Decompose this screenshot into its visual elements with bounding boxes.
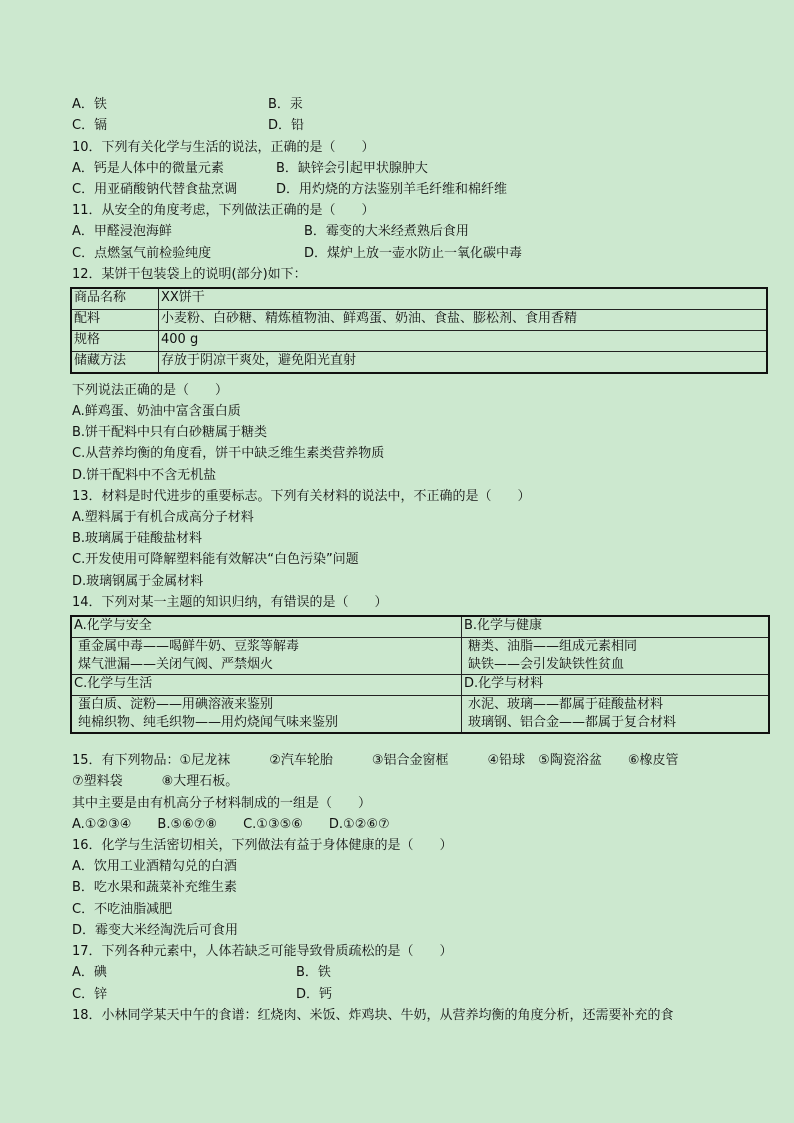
- q13-option-a: A.塑料属于有机合成高分子材料: [72, 510, 254, 525]
- q11-option-c: C．点燃氢气前检验纯度: [72, 246, 212, 261]
- q14-d-item-2: 玻璃钢、铝合金——都属于复合材料: [468, 715, 677, 730]
- q13-option-d: D.玻璃钢属于金属材料: [72, 574, 204, 589]
- q14-c-item-1: 蛋白质、淀粉——用碘溶液来鉴别: [78, 697, 274, 712]
- table-cell: 储藏方法: [71, 352, 159, 374]
- table-row: [71, 331, 767, 352]
- table-cell: 规格: [71, 331, 159, 352]
- q14-c-item-2: 纯棉织物、纯毛织物——用灼烧闻气味来鉴别: [78, 715, 339, 730]
- q14-c-items: [71, 696, 462, 734]
- table-cell: 商品名称: [71, 288, 159, 310]
- q17-option-b: B．铁: [296, 965, 331, 980]
- table-row: [71, 675, 769, 696]
- q13-stem: 13．材料是时代进步的重要标志。下列有关材料的说法中，不正确的是（ ）: [72, 489, 531, 504]
- q14-c-title: C.化学与生活: [71, 675, 462, 696]
- q12-option-c: C.从营养均衡的角度看，饼干中缺乏维生素类营养物质: [72, 446, 385, 461]
- q9-option-a: A．铁: [72, 97, 107, 112]
- table-row: [71, 616, 769, 638]
- q16-option-b: B．吃水果和蔬菜补充维生素: [72, 880, 237, 895]
- q14-a-item-1: 重金属中毒——喝鲜牛奶、豆浆等解毒: [78, 639, 300, 654]
- q14-d-item-1: 水泥、玻璃——都属于硅酸盐材料: [468, 697, 664, 712]
- table-row: [71, 310, 767, 331]
- knowledge-summary-table: [70, 615, 770, 734]
- q12-option-d: D.饼干配料中不含无机盐: [72, 468, 217, 483]
- q17-option-a: A．碘: [72, 965, 107, 980]
- q16-option-c: C．不吃油脂减肥: [72, 902, 173, 917]
- table-cell: 小麦粉、白砂糖、精炼植物油、鲜鸡蛋、奶油、食盐、膨松剂、食用香精: [159, 310, 768, 331]
- table-cell: 400 g: [159, 331, 768, 352]
- q10-option-a: A．钙是人体中的微量元素: [72, 161, 224, 176]
- q15-line-2: ⑦塑料袋 ⑧大理石板。: [72, 774, 239, 789]
- q14-b-item-2: 缺铁——会引发缺铁性贫血: [468, 657, 625, 672]
- table-cell: 存放于阴凉干爽处，避免阳光直射: [159, 352, 768, 374]
- q16-option-a: A．饮用工业酒精勾兑的白酒: [72, 859, 237, 874]
- q12-question: 下列说法正确的是（ ）: [72, 383, 229, 398]
- q17-stem: 17．下列各种元素中，人体若缺乏可能导致骨质疏松的是（ ）: [72, 944, 453, 959]
- q16-option-d: D．霉变大米经淘洗后可食用: [72, 923, 239, 938]
- q10-stem: 10．下列有关化学与生活的说法，正确的是（ ）: [72, 140, 375, 155]
- q18-stem: 18．小林同学某天中午的食谱：红烧肉、米饭、炸鸡块、牛奶，从营养均衡的角度分析，还需要补充的食: [72, 1008, 674, 1023]
- q14-d-title: D.化学与材料: [462, 675, 770, 696]
- q15-options: A.①②③④ B.⑤⑥⑦⑧ C.①③⑤⑥ D.①②⑥⑦: [72, 817, 390, 832]
- q11-option-d: D．煤炉上放一壶水防止一氧化碳中毒: [304, 246, 523, 261]
- table-row: [71, 638, 769, 675]
- table-row: [71, 288, 767, 310]
- q14-d-items: [462, 696, 770, 734]
- q12-option-a: A.鲜鸡蛋、奶油中富含蛋白质: [72, 404, 241, 419]
- q10-option-c: C．用亚硝酸钠代替食盐烹调: [72, 182, 238, 197]
- table-cell: XX饼干: [159, 288, 768, 310]
- q17-option-c: C．锌: [72, 987, 108, 1002]
- q12-stem: 12．某饼干包装袋上的说明(部分)如下：: [72, 267, 307, 282]
- q17-option-d: D．钙: [296, 987, 333, 1002]
- q16-stem: 16．化学与生活密切相关，下列做法有益于身体健康的是（ ）: [72, 838, 453, 853]
- product-info-table: [70, 287, 768, 374]
- q11-stem: 11．从安全的角度考虑，下列做法正确的是（ ）: [72, 203, 375, 218]
- table-row: [71, 352, 767, 374]
- q14-b-title: B.化学与健康: [462, 616, 770, 638]
- q15-line-1: 15．有下列物品：①尼龙袜 ②汽车轮胎 ③铝合金窗框 ④铅球 ⑤陶瓷浴盆 ⑥橡皮管: [72, 753, 679, 768]
- q13-option-c: C.开发使用可降解塑料能有效解决“白色污染”问题: [72, 552, 359, 567]
- q14-b-items: [462, 638, 770, 675]
- table-cell: 配料: [71, 310, 159, 331]
- q12-option-b: B.饼干配料中只有白砂糖属于糖类: [72, 425, 268, 440]
- q14-a-title: A.化学与安全: [71, 616, 462, 638]
- table-row: [71, 696, 769, 734]
- q14-b-item-1: 糖类、油脂——组成元素相同: [468, 639, 638, 654]
- q11-option-b: B．霉变的大米经煮熟后食用: [304, 224, 469, 239]
- q14-stem: 14．下列对某一主题的知识归纳，有错误的是（ ）: [72, 595, 388, 610]
- q13-option-b: B.玻璃属于硅酸盐材料: [72, 531, 203, 546]
- q10-option-b: B．缺锌会引起甲状腺肿大: [276, 161, 428, 176]
- q15-question: 其中主要是由有机高分子材料制成的一组是（ ）: [72, 796, 372, 811]
- q10-option-d: D．用灼烧的方法鉴别羊毛纤维和棉纤维: [276, 182, 508, 197]
- q9-option-b: B．汞: [268, 97, 303, 112]
- q14-a-item-2: 煤气泄漏——关闭气阀、严禁烟火: [78, 657, 274, 672]
- q14-a-items: [71, 638, 462, 675]
- q11-option-a: A．甲醛浸泡海鲜: [72, 224, 172, 239]
- q9-option-d: D．铅: [268, 118, 305, 133]
- q9-option-c: C．镉: [72, 118, 108, 133]
